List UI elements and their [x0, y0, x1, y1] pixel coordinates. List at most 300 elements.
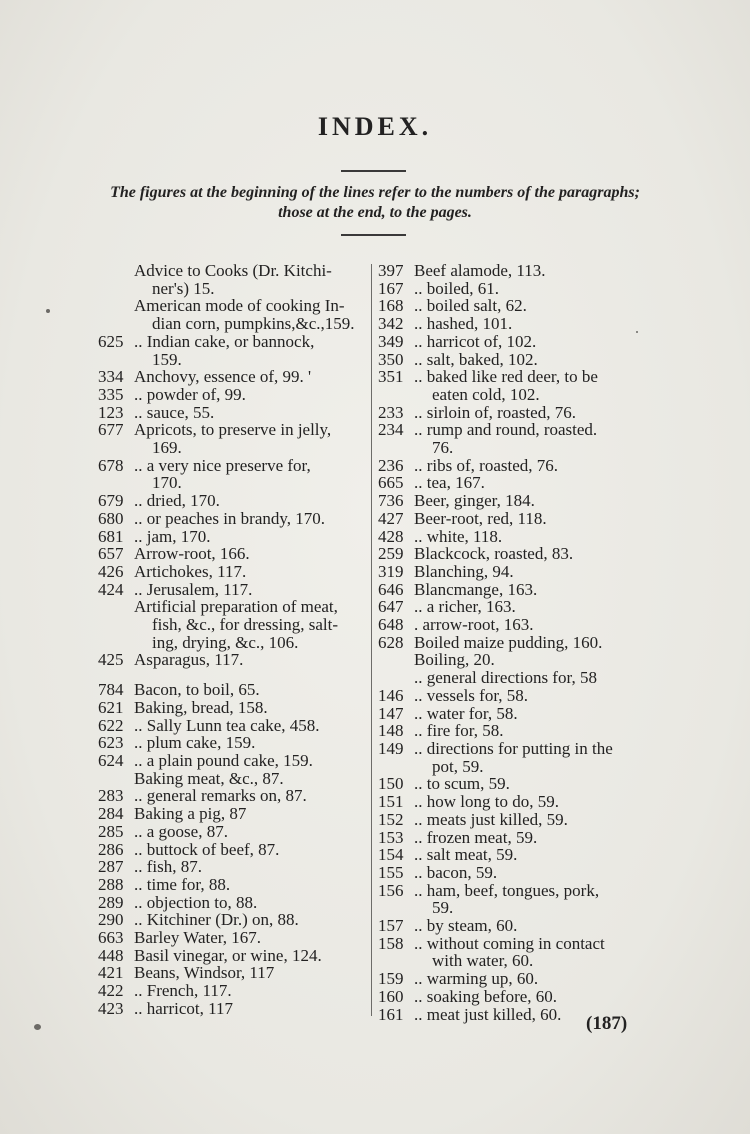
paragraph-number: 289: [98, 892, 124, 912]
paper-speck: [46, 309, 50, 313]
index-entry: [378, 368, 648, 403]
column-separator: [371, 264, 372, 1016]
index-entry: [378, 315, 648, 333]
entry-line: .. dried, 170.: [134, 491, 220, 511]
entry-line: Beer-root, red, 118.: [414, 508, 547, 528]
entry-text: [414, 474, 648, 492]
paragraph-number: 168: [378, 296, 404, 316]
entry-text: [134, 929, 370, 947]
paragraph-number: [98, 262, 134, 297]
entry-line: .. how long to do, 59.: [414, 792, 559, 812]
paragraph-number: [98, 297, 134, 332]
entry-line: .. tea, 167.: [414, 473, 485, 493]
paragraph-number: 647: [378, 597, 404, 617]
entry-line: .. warming up, 60.: [414, 969, 539, 989]
index-entry: [98, 510, 370, 528]
entry-continuation-line: 59.: [432, 898, 454, 918]
index-entry: [98, 787, 370, 805]
index-entry: [378, 351, 648, 369]
entry-text: [134, 297, 370, 332]
entry-line: .. by steam, 60.: [414, 916, 518, 936]
entry-continuation-line: dian corn, pumpkins,&c.,159.: [152, 314, 355, 334]
entry-text: [414, 988, 648, 1006]
paragraph-number: 123: [98, 402, 124, 422]
entry-continuation-line: 76.: [432, 438, 454, 458]
paragraph-number: 158: [378, 933, 404, 953]
paragraph-number: 625: [98, 331, 124, 351]
paper-speck: [636, 331, 638, 333]
index-entry: [378, 811, 648, 829]
paragraph-number: [378, 669, 414, 687]
index-entry: [378, 563, 648, 581]
entry-line: Anchovy, essence of, 99. ': [134, 367, 312, 387]
entry-text: [414, 545, 648, 563]
entry-text: [414, 581, 648, 599]
paragraph-number: 665: [378, 473, 404, 493]
index-entry: [98, 1000, 370, 1018]
entry-line: Blanching, 94.: [414, 561, 514, 581]
paragraph-number: 646: [378, 579, 404, 599]
entry-continuation-line: 170.: [152, 473, 182, 493]
index-entry: [378, 687, 648, 705]
index-entry: [98, 651, 370, 669]
entry-text: [134, 911, 370, 929]
entry-line: .. baked like red deer, to be: [414, 367, 598, 387]
entry-text: [414, 793, 648, 811]
paragraph-number: 350: [378, 349, 404, 369]
entry-line: .. harricot of, 102.: [414, 331, 537, 351]
entry-line: .. salt meat, 59.: [414, 845, 518, 865]
entry-text: [134, 717, 370, 735]
index-entry: [378, 935, 648, 970]
index-entry: [98, 947, 370, 965]
index-entry: [378, 528, 648, 546]
index-right-column: [378, 262, 648, 1023]
paragraph-number: 287: [98, 857, 124, 877]
index-entry: [378, 510, 648, 528]
entry-line: Boiled maize pudding, 160.: [414, 632, 603, 652]
entry-text: [134, 841, 370, 859]
entry-text: [414, 917, 648, 935]
entry-continuation-line: 169.: [152, 438, 182, 458]
paragraph-number: 397: [378, 261, 404, 280]
entry-continuation-line: ner's) 15.: [152, 278, 215, 298]
index-entry: [378, 917, 648, 935]
entry-line: Artificial preparation of meat,: [134, 597, 338, 617]
entry-text: [134, 876, 370, 894]
index-entry: [98, 964, 370, 982]
entry-line: .. white, 118.: [414, 526, 503, 546]
entry-text: [414, 970, 648, 988]
entry-line: .. rump and round, roasted.: [414, 420, 598, 440]
paragraph-number: 286: [98, 839, 124, 859]
entry-text: [134, 858, 370, 876]
entry-text: [134, 1000, 370, 1018]
entry-text: [414, 775, 648, 793]
paragraph-number: 151: [378, 792, 404, 812]
entry-text: [414, 829, 648, 847]
entry-line: .. sirloin of, roasted, 76.: [414, 402, 576, 422]
entry-text: [414, 882, 648, 917]
entry-text: [414, 404, 648, 422]
paragraph-number: 155: [378, 862, 404, 882]
index-note: The figures at the beginning of the lines refer to the numbers of the paragraphs; those at the end, to the pages.: [110, 184, 640, 221]
entry-line: .. sauce, 55.: [134, 402, 215, 422]
entry-text: [414, 669, 648, 687]
paragraph-number: 621: [98, 697, 124, 717]
paragraph-number: [98, 598, 134, 651]
entry-text: [414, 280, 648, 298]
entry-text: [414, 492, 648, 510]
paragraph-number: 284: [98, 804, 124, 824]
paragraph-number: 424: [98, 579, 124, 599]
index-entry: [98, 421, 370, 456]
index-entry: [378, 457, 648, 475]
entry-text: [134, 528, 370, 546]
paragraph-number: 624: [98, 750, 124, 770]
entry-text: [414, 811, 648, 829]
entry-line: .. Sally Lunn tea cake, 458.: [134, 715, 320, 735]
entry-line: .. Kitchiner (Dr.) on, 88.: [134, 910, 299, 930]
entry-text: [134, 492, 370, 510]
entry-text: [414, 616, 648, 634]
page-number: (187): [586, 1013, 628, 1034]
index-entry: [98, 894, 370, 912]
index-entry: [378, 864, 648, 882]
paragraph-number: 681: [98, 526, 124, 546]
index-entry: [98, 581, 370, 599]
entry-text: [134, 805, 370, 823]
entry-text: [414, 598, 648, 616]
entry-text: [414, 315, 648, 333]
index-entry: [98, 492, 370, 510]
entry-text: [134, 581, 370, 599]
entry-continuation-line: 159.: [152, 349, 182, 369]
paragraph-number: 679: [98, 491, 124, 511]
index-entry: [378, 634, 648, 652]
paragraph-number: 157: [378, 916, 404, 936]
index-entry: [98, 911, 370, 929]
entry-text: [134, 510, 370, 528]
index-entry: [98, 982, 370, 1000]
entry-line: .. harricot, 117: [134, 998, 233, 1018]
paragraph-number: 156: [378, 880, 404, 900]
entry-text: [414, 297, 648, 315]
entry-line: .. time for, 88.: [134, 874, 231, 894]
index-entry: [378, 421, 648, 456]
paragraph-number: 285: [98, 821, 124, 841]
paragraph-number: [98, 770, 134, 788]
entry-line: .. boiled salt, 62.: [414, 296, 527, 316]
paragraph-number: 663: [98, 928, 124, 948]
entry-text: [134, 752, 370, 770]
entry-text: [414, 705, 648, 723]
entry-text: [414, 740, 648, 775]
entry-line: .. buttock of beef, 87.: [134, 839, 280, 859]
entry-line: Apricots, to preserve in jelly,: [134, 420, 332, 440]
paragraph-number: 648: [378, 615, 404, 635]
index-entry: [378, 598, 648, 616]
paragraph-number: 236: [378, 455, 404, 475]
paragraph-number: 152: [378, 809, 404, 829]
index-entry: [98, 929, 370, 947]
entry-line: .. or peaches in brandy, 170.: [134, 508, 326, 528]
entry-text: [414, 651, 648, 669]
entry-continuation-line: with water, 60.: [432, 951, 534, 971]
index-entry: [378, 616, 648, 634]
entry-text: [134, 368, 370, 386]
entry-text: [414, 634, 648, 652]
index-entry: [378, 970, 648, 988]
index-entry: [98, 717, 370, 735]
entry-text: [414, 457, 648, 475]
entry-text: [414, 368, 648, 403]
entry-line: Beans, Windsor, 117: [134, 963, 275, 983]
paragraph-number: 425: [98, 650, 124, 670]
entry-line: .. meats just killed, 59.: [414, 809, 568, 829]
entry-text: [134, 598, 370, 651]
entry-line: .. to scum, 59.: [414, 774, 510, 794]
index-entry: [378, 297, 648, 315]
entry-text: [134, 823, 370, 841]
entry-continuation-line: ing, drying, &c., 106.: [152, 632, 299, 652]
entry-line: Beef alamode, 113.: [414, 261, 546, 280]
entry-text: [134, 262, 370, 297]
entry-line: .. general directions for, 58: [414, 668, 597, 688]
entry-text: [414, 421, 648, 456]
index-entry: [98, 598, 370, 651]
entry-line: Basil vinegar, or wine, 124.: [134, 945, 322, 965]
index-entry: [98, 734, 370, 752]
entry-line: .. directions for putting in the: [414, 738, 613, 758]
index-entry: [98, 528, 370, 546]
entry-line: Artichokes, 117.: [134, 561, 247, 581]
entry-line: .. plum cake, 159.: [134, 733, 256, 753]
entry-text: [134, 333, 370, 368]
top-divider: [341, 170, 406, 172]
entry-line: Asparagus, 117.: [134, 650, 244, 670]
paper-speck: [34, 1024, 41, 1030]
entry-line: .. jam, 170.: [134, 526, 211, 546]
index-entry: [378, 705, 648, 723]
entry-text: [134, 386, 370, 404]
entry-line: Baking meat, &c., 87.: [134, 768, 284, 788]
index-entry: [378, 545, 648, 563]
index-entry: [98, 457, 370, 492]
entry-continuation-line: pot, 59.: [432, 756, 484, 776]
paragraph-number: 149: [378, 738, 404, 758]
paragraph-number: 622: [98, 715, 124, 735]
paragraph-number: 342: [378, 314, 404, 334]
entry-text: [134, 651, 370, 669]
paragraph-number: 283: [98, 786, 124, 806]
entry-line: .. general remarks on, 87.: [134, 786, 307, 806]
entry-line: .. boiled, 61.: [414, 278, 499, 298]
entry-text: [134, 964, 370, 982]
paragraph-number: 623: [98, 733, 124, 753]
index-entry: [378, 793, 648, 811]
entry-line: .. Indian cake, or bannock,: [134, 331, 315, 351]
index-entry: [378, 280, 648, 298]
index-entry: [378, 333, 648, 351]
paragraph-number: 426: [98, 561, 124, 581]
entry-text: [414, 262, 648, 280]
paragraph-number: 677: [98, 420, 124, 440]
entry-text: [134, 563, 370, 581]
entry-line: Arrow-root, 166.: [134, 544, 250, 564]
entry-line: .. water for, 58.: [414, 703, 518, 723]
entry-text: [134, 404, 370, 422]
paragraph-number: 736: [378, 491, 404, 511]
paragraph-number: 147: [378, 703, 404, 723]
paragraph-number: 259: [378, 544, 404, 564]
entry-text: [414, 510, 648, 528]
index-entry: [378, 988, 648, 1006]
paragraph-number: 428: [378, 526, 404, 546]
index-entry: [98, 386, 370, 404]
index-entry: [98, 805, 370, 823]
entry-line: .. salt, baked, 102.: [414, 349, 538, 369]
entry-line: Advice to Cooks (Dr. Kitchi-: [134, 261, 332, 280]
entry-line: .. a richer, 163.: [414, 597, 516, 617]
entry-text: [414, 528, 648, 546]
paragraph-number: 150: [378, 774, 404, 794]
index-entry: [378, 581, 648, 599]
paragraph-number: 319: [378, 561, 404, 581]
entry-line: .. ribs of, roasted, 76.: [414, 455, 559, 475]
entry-line: .. meat just killed, 60.: [414, 1004, 562, 1024]
index-entry: [378, 651, 648, 669]
paragraph-number: 153: [378, 827, 404, 847]
entry-text: [134, 457, 370, 492]
entry-text: [414, 722, 648, 740]
index-entry: [98, 858, 370, 876]
index-entry: [98, 841, 370, 859]
index-entry: [98, 563, 370, 581]
entry-text: [134, 421, 370, 456]
entry-line: Boiling, 20.: [414, 650, 495, 670]
index-left-column: [98, 262, 370, 1018]
entry-line: .. vessels for, 58.: [414, 685, 529, 705]
paragraph-number: 154: [378, 845, 404, 865]
entry-line: .. powder of, 99.: [134, 384, 246, 404]
paragraph-number: 349: [378, 331, 404, 351]
paragraph-number: [378, 651, 414, 669]
index-entry: [378, 474, 648, 492]
paragraph-number: 421: [98, 963, 124, 983]
index-entry: [378, 669, 648, 687]
index-entry: [98, 404, 370, 422]
paragraph-number: 159: [378, 969, 404, 989]
paragraph-number: 680: [98, 508, 124, 528]
entry-text: [134, 787, 370, 805]
entry-line: .. soaking before, 60.: [414, 986, 558, 1006]
index-entry: [98, 823, 370, 841]
entry-text: [134, 699, 370, 717]
entry-line: Beer, ginger, 184.: [414, 491, 535, 511]
index-entry: [378, 829, 648, 847]
paragraph-number: 784: [98, 680, 124, 700]
entry-line: . arrow-root, 163.: [414, 615, 534, 635]
entry-text: [134, 982, 370, 1000]
paragraph-number: 427: [378, 508, 404, 528]
index-entry: [98, 297, 370, 332]
entry-text: [414, 563, 648, 581]
entry-text: [134, 545, 370, 563]
entry-line: .. objection to, 88.: [134, 892, 258, 912]
paragraph-number: 657: [98, 544, 124, 564]
paragraph-number: 334: [98, 367, 124, 387]
page-title: INDEX.: [317, 112, 433, 141]
paragraph-number: 290: [98, 910, 124, 930]
paragraph-number: 628: [378, 632, 404, 652]
paragraph-number: 234: [378, 420, 404, 440]
entry-text: [134, 894, 370, 912]
paragraph-number: 351: [378, 367, 404, 387]
entry-text: [134, 770, 370, 788]
paragraph-number: 423: [98, 998, 124, 1018]
index-entry: [98, 545, 370, 563]
entry-text: [134, 681, 370, 699]
paragraph-number: 160: [378, 986, 404, 1006]
entry-continuation-line: fish, &c., for dressing, salt-: [152, 615, 339, 635]
paragraph-number: 161: [378, 1004, 404, 1024]
entry-text: [414, 935, 648, 970]
entry-line: Baking a pig, 87: [134, 804, 247, 824]
index-entry: [378, 775, 648, 793]
index-entry: [378, 740, 648, 775]
index-entry: [98, 333, 370, 368]
entry-text: [414, 864, 648, 882]
entry-line: .. a very nice preserve for,: [134, 455, 311, 475]
paragraph-number: 448: [98, 945, 124, 965]
entry-line: Blancmange, 163.: [414, 579, 538, 599]
entry-line: Blackcock, roasted, 83.: [414, 544, 574, 564]
entry-continuation-line: eaten cold, 102.: [432, 384, 540, 404]
entry-line: .. French, 117.: [134, 981, 232, 1001]
entry-text: [134, 947, 370, 965]
entry-line: .. ham, beef, tongues, pork,: [414, 880, 600, 900]
paragraph-number: 678: [98, 455, 124, 475]
entry-line: American mode of cooking In-: [134, 296, 345, 316]
entry-text: [134, 734, 370, 752]
entry-line: .. fish, 87.: [134, 857, 202, 877]
entry-line: .. hashed, 101.: [414, 314, 513, 334]
entry-line: .. without coming in contact: [414, 933, 605, 953]
paragraph-number: 233: [378, 402, 404, 422]
entry-line: .. a plain pound cake, 159.: [134, 750, 313, 770]
paragraph-number: 335: [98, 384, 124, 404]
bottom-divider: [341, 234, 406, 236]
index-entry: [98, 368, 370, 386]
index-entry: [98, 699, 370, 717]
entry-line: .. bacon, 59.: [414, 862, 498, 882]
entry-line: Bacon, to boil, 65.: [134, 680, 260, 700]
index-entry: [98, 262, 370, 297]
entry-line: .. fire for, 58.: [414, 721, 504, 741]
paragraph-number: 167: [378, 278, 404, 298]
index-entry: [378, 846, 648, 864]
index-entry: [98, 770, 370, 788]
index-entry: [378, 882, 648, 917]
index-entry: [378, 492, 648, 510]
paragraph-number: 148: [378, 721, 404, 741]
entry-line: Barley Water, 167.: [134, 928, 261, 948]
entry-text: [414, 351, 648, 369]
paragraph-number: 422: [98, 981, 124, 1001]
entry-line: .. frozen meat, 59.: [414, 827, 538, 847]
entry-line: .. Jerusalem, 117.: [134, 579, 253, 599]
